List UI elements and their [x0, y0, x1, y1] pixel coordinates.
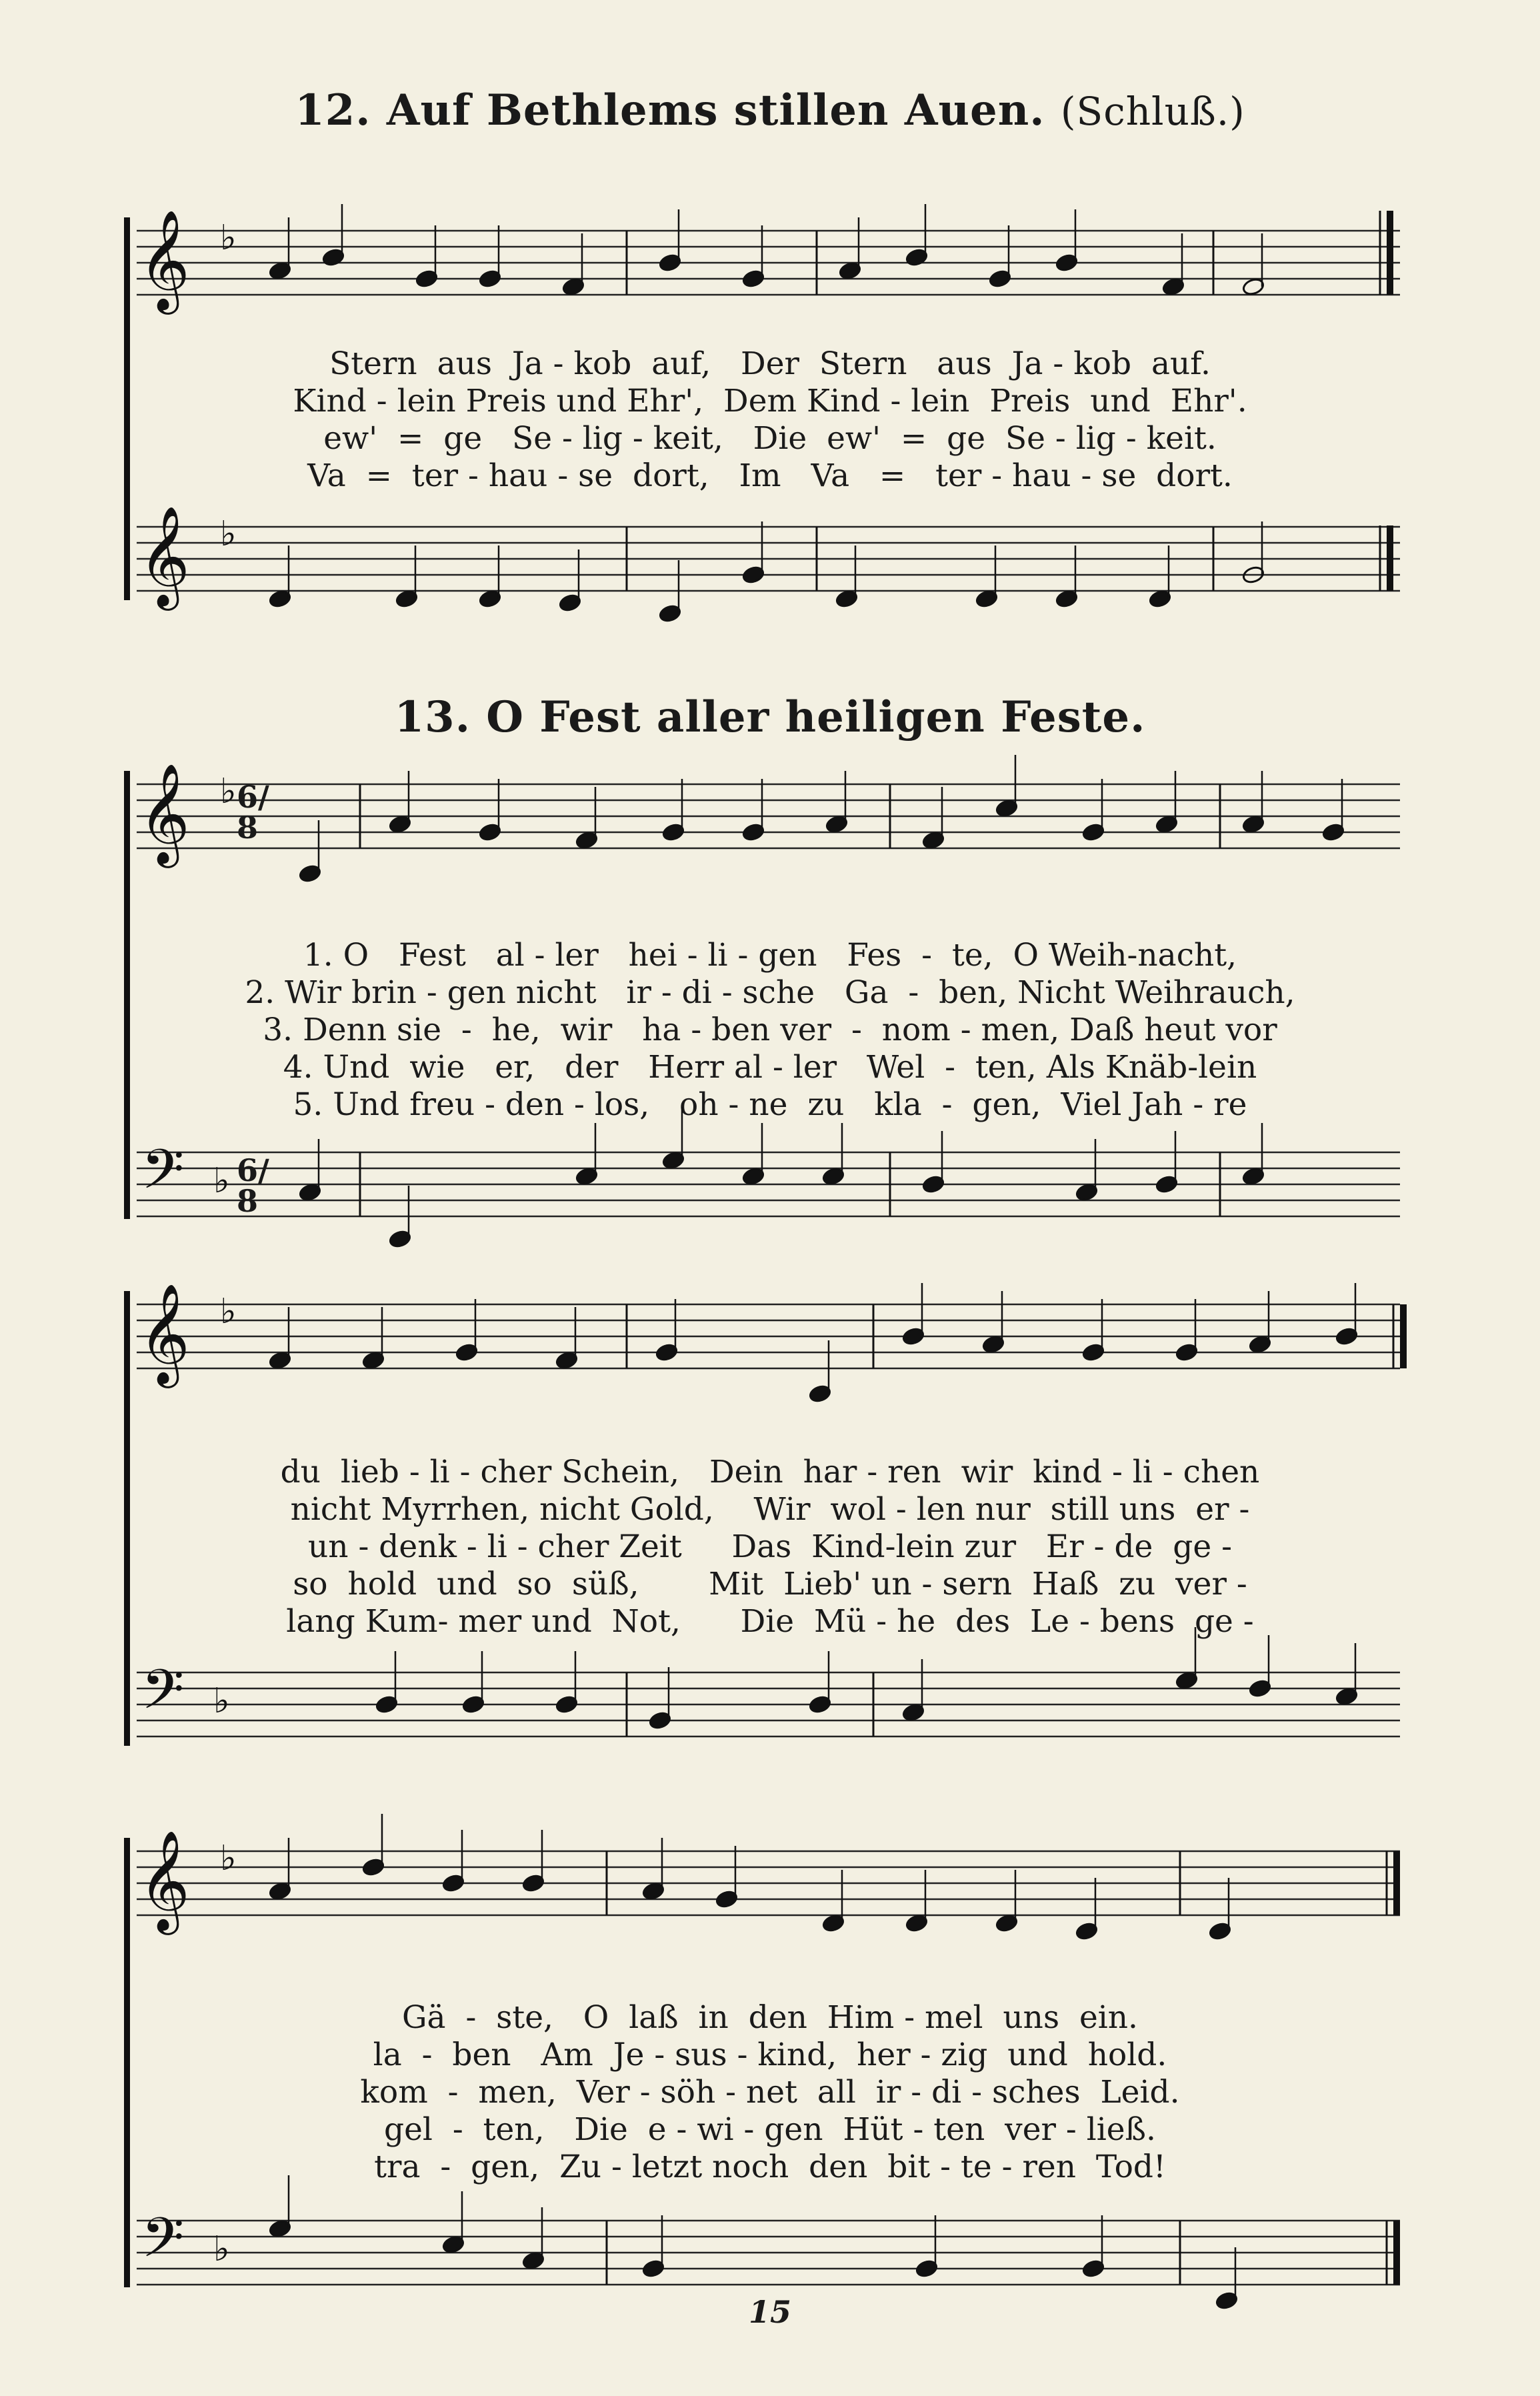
bass-clef: 𝄢	[141, 2205, 185, 2283]
hymn-13-s2-verse-2: nicht Myrrhen, nicht Gold, Wir wol - len nur still uns er -	[290, 1491, 1250, 1528]
hymn-13-s1-verse-5: 5. Und freu - den - los, oh - ne zu kla - gen, Viel Jah - re	[293, 1086, 1247, 1123]
bass-clef: 𝄢	[141, 1137, 185, 1215]
treble-clef: 𝄞	[139, 505, 190, 606]
hymn-13-s3-verse-2: la - ben Am Je - sus - kind, her - zig und hold.	[373, 2037, 1167, 2073]
treble-clef: 𝄞	[139, 1829, 190, 1931]
treble-clef: 𝄞	[139, 209, 190, 310]
system-bracket	[124, 217, 130, 600]
final-barline-thick	[1393, 1851, 1400, 1915]
flat-sign: ♭	[220, 218, 237, 258]
hymn-12-verse-2: Kind - lein Preis und Ehr', Dem Kind - lein Preis und Ehr'.	[293, 383, 1247, 419]
hymn-13-s3-verse-5: tra - gen, Zu - letzt noch den bit - te - ren Tod!	[374, 2149, 1166, 2185]
hymn-13-time-signature-treble: 6/8	[237, 779, 269, 846]
system-bracket	[124, 1291, 130, 1746]
hymn-13-s2-verse-5: lang Kum- mer und Not, Die Mü - he des Le - bens ge -	[286, 1603, 1254, 1640]
treble-clef: 𝄞	[139, 1282, 190, 1384]
flat-sign: ♭	[220, 772, 237, 812]
page-number: 15	[748, 2294, 791, 2330]
final-barline-thick	[1387, 211, 1393, 295]
bass-clef: 𝄢	[141, 1657, 185, 1735]
hymn-13-s2-verse-4: so hold und so süß, Mit Lieb' un - sern Haß zu ver -	[293, 1566, 1247, 1602]
hymn-13-title: 13. O Fest aller heiligen Feste.	[394, 692, 1146, 742]
system-bracket	[124, 1838, 130, 2287]
hymn-13-s2-verse-3: un - denk - li - cher Zeit Das Kind-lein zur Er - de ge -	[308, 1528, 1232, 1565]
hymn-13-s1-verse-3: 3. Denn sie - he, wir ha - ben ver - nom - men, Daß heut vor	[263, 1012, 1277, 1048]
flat-sign: ♭	[220, 1292, 237, 1332]
hymn-13-s3-verse-3: kom - men, Ver - söh - net all ir - di - sches Leid.	[360, 2074, 1180, 2111]
flat-sign: ♭	[220, 514, 237, 554]
final-barline-thick	[1400, 1304, 1407, 1368]
flat-sign: ♭	[213, 2229, 230, 2269]
hymn-12-verse-3: ew' = ge Se - lig - keit, Die ew' = ge Se - lig - keit.	[323, 420, 1217, 457]
hymn-13-s1-verse-4: 4. Und wie er, der Herr al - ler Wel - ten, Als Knäb-lein	[283, 1049, 1257, 1086]
hymn-13-s3-verse-1: Gä - ste, O laß in den Him - mel uns ein.	[402, 1999, 1138, 2036]
hymn-13-s1-verse-2: 2. Wir brin - gen nicht ir - di - sche Ga - ben, Nicht Weihrauch,	[245, 974, 1295, 1011]
treble-clef: 𝄞	[139, 762, 190, 864]
hymn-13-s3-verse-4: gel - ten, Die e - wi - gen Hüt - ten ver - ließ.	[384, 2111, 1156, 2148]
flat-sign: ♭	[213, 1161, 230, 1201]
flat-sign: ♭	[220, 1839, 237, 1879]
hymn-12-verse-1: Stern aus Ja - kob auf, Der Stern aus Ja - kob auf.	[329, 345, 1211, 382]
hymn-13-s2-verse-1: du lieb - li - cher Schein, Dein har - ren wir kind - li - chen	[280, 1454, 1260, 1490]
hymn-13-s1-verse-1: 1. O Fest al - ler hei - li - gen Fes - te, O Weih-nacht,	[303, 937, 1237, 974]
hymn-12-title-text: 12. Auf Bethlems stillen Auen.	[295, 85, 1045, 135]
hymn-12-verse-4: Va = ter - hau - se dort, Im Va = ter - hau - se dort.	[307, 457, 1233, 494]
flat-sign: ♭	[213, 1681, 230, 1721]
final-barline-thick	[1393, 2221, 1400, 2285]
hymn-13-time-signature-bass: 6/8	[237, 1152, 269, 1219]
system-bracket	[124, 771, 130, 1219]
hymn-12-subtitle: (Schluß.)	[1060, 89, 1245, 134]
final-barline-thick	[1387, 525, 1393, 591]
